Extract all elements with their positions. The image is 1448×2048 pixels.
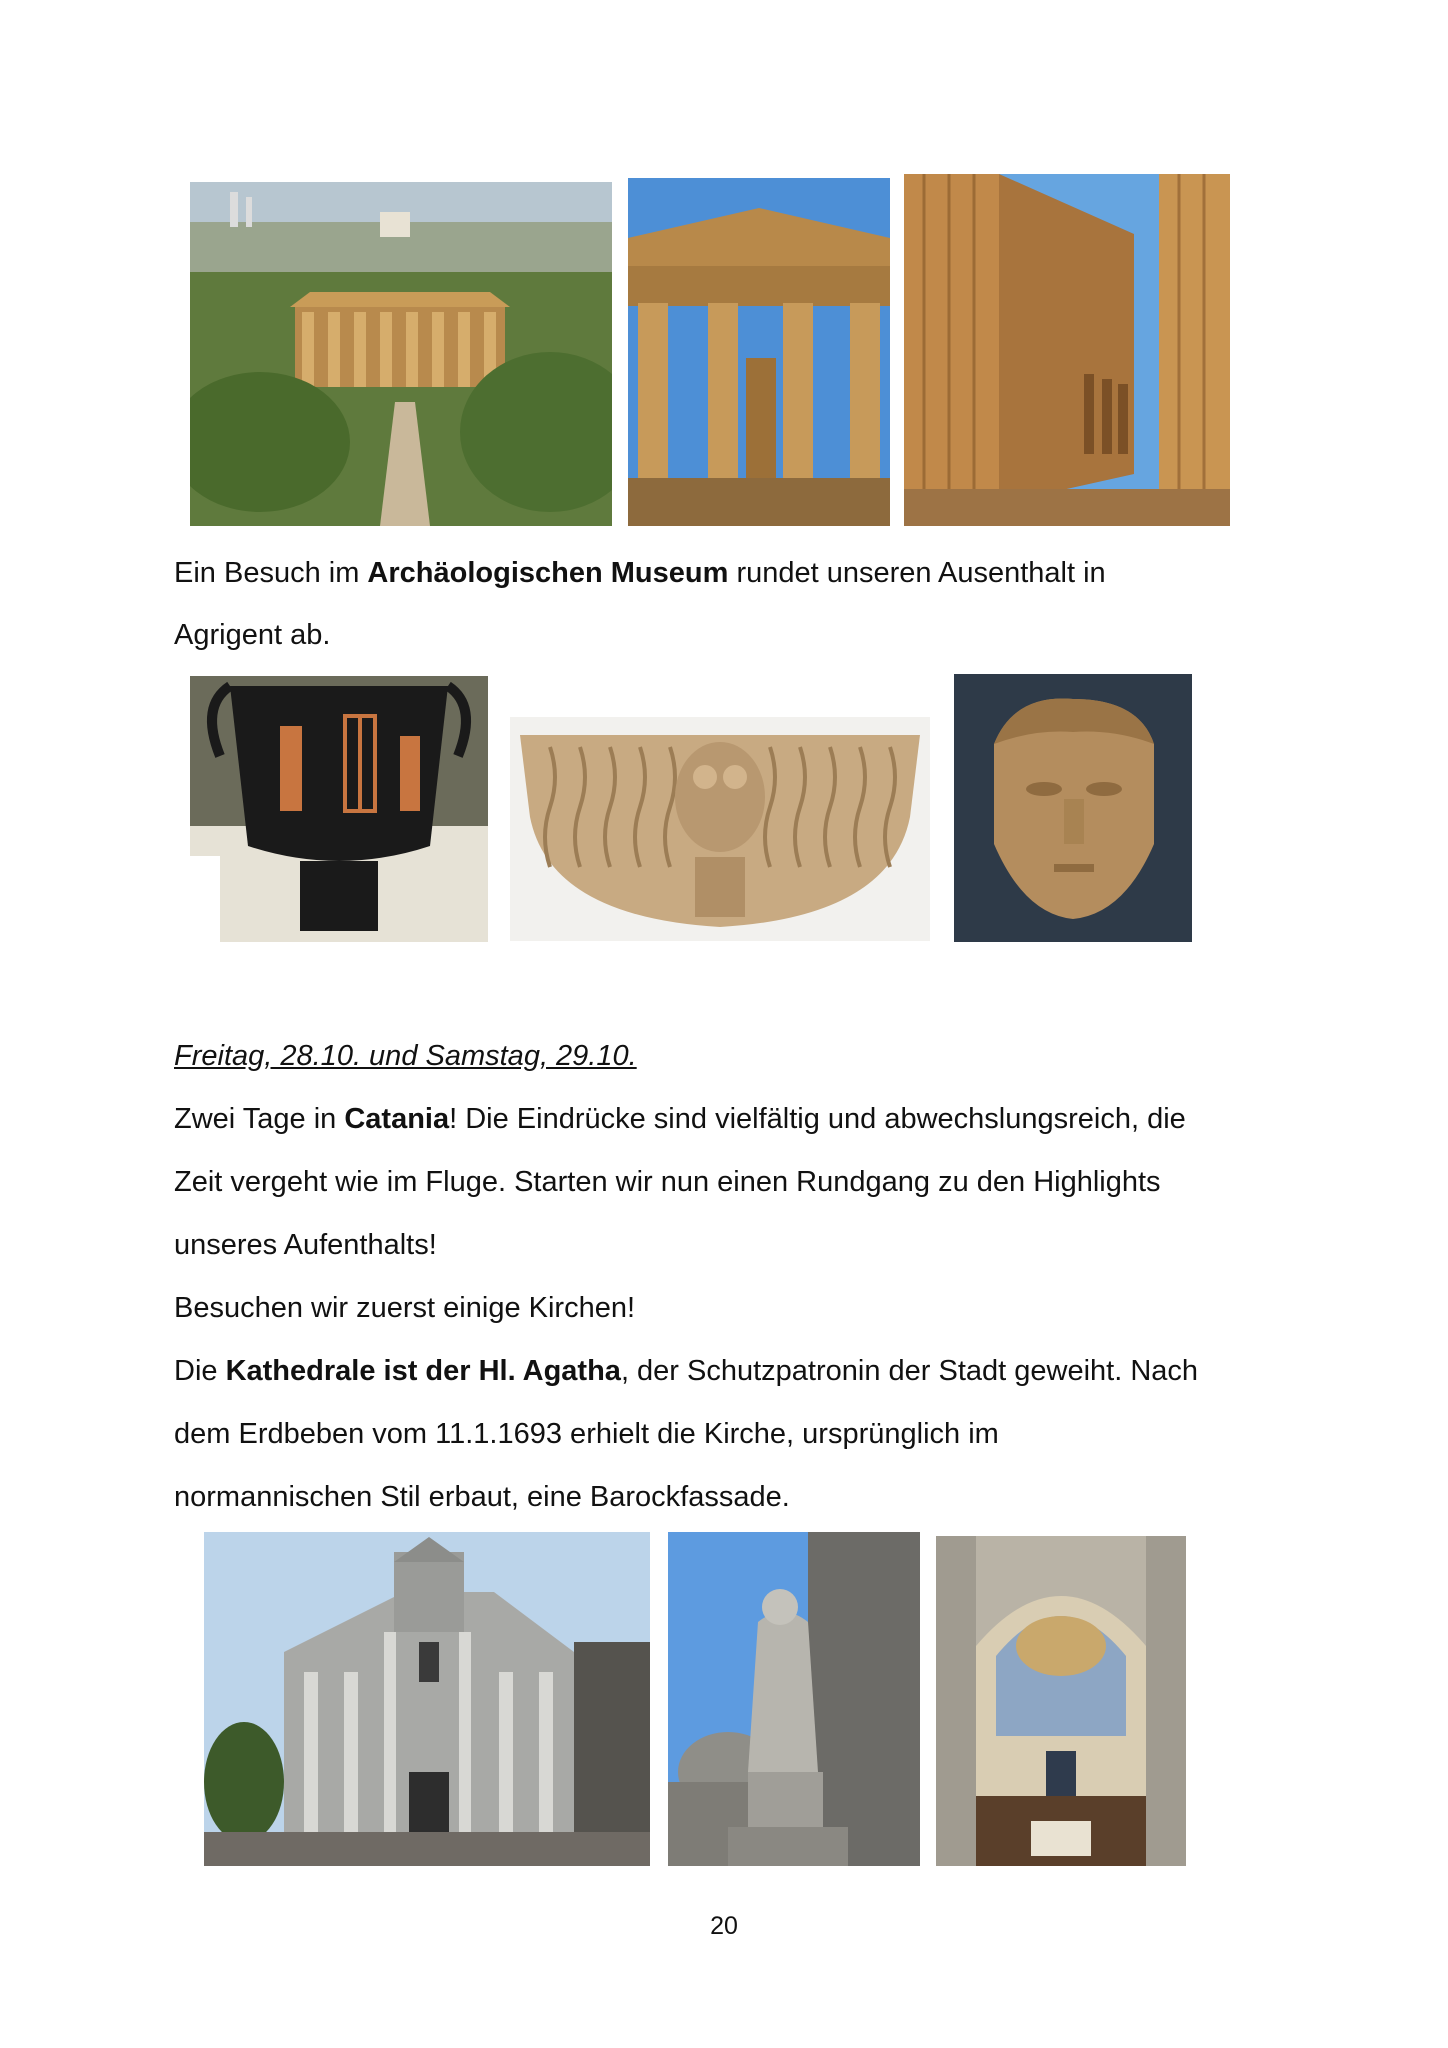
photo-stone-head [954, 674, 1192, 942]
cathedral-name-bold: Kathedrale ist der Hl. Agatha [225, 1355, 621, 1387]
section-heading-dates: Freitag, 28.10. und Samstag, 29.10. [174, 1040, 637, 1072]
cathedral-paragraph-line-1 [174, 1340, 1198, 1403]
text-run: Zwei Tage in [174, 1103, 345, 1135]
churches-line: Besuchen wir zuerst einige Kirchen! [174, 1292, 636, 1324]
page-number: 20 [710, 1912, 738, 1940]
text-run: Ein Besuch im [174, 557, 368, 589]
photo-sarcophagus-relief [510, 717, 930, 941]
text-run: Die [174, 1355, 226, 1387]
photo-temple-front [628, 178, 890, 526]
photo-saint-statue [668, 1532, 920, 1866]
museum-name-bold: Archäologischen Museum [367, 557, 729, 589]
text-run: , der Schutzpatronin der Stadt geweiht. Nach [620, 1355, 1199, 1387]
text-run: ! Die Eindrücke sind vielfältig und abwechslungsreich, die [449, 1103, 1186, 1135]
photo-temple-side [904, 174, 1230, 526]
catania-paragraph-line-3: unseres Aufenthalts! [174, 1229, 437, 1261]
catania-paragraph-line-2: Zeit vergeht wie im Fluge. Starten wir nun einen Rundgang zu den Highlights [174, 1166, 1161, 1198]
photo-cathedral-apse [936, 1536, 1186, 1866]
catania-paragraph-line-1 [174, 1088, 1186, 1151]
photo-greek-krater [190, 676, 488, 942]
cathedral-paragraph-line-3: normannischen Stil erbaut, eine Barockfassade. [174, 1481, 790, 1513]
cathedral-paragraph-line-2: dem Erdbeben vom 11.1.1693 erhielt die Kirche, ursprünglich im [174, 1418, 999, 1450]
museum-paragraph-line-2: Agrigent ab. [174, 619, 331, 651]
city-name-bold: Catania [344, 1103, 450, 1135]
museum-paragraph-line-1 [174, 542, 1106, 605]
photo-temple-valley [190, 182, 612, 526]
photo-cathedral-facade [204, 1532, 650, 1866]
text-run: rundet unseren Ausenthalt in [728, 557, 1106, 589]
